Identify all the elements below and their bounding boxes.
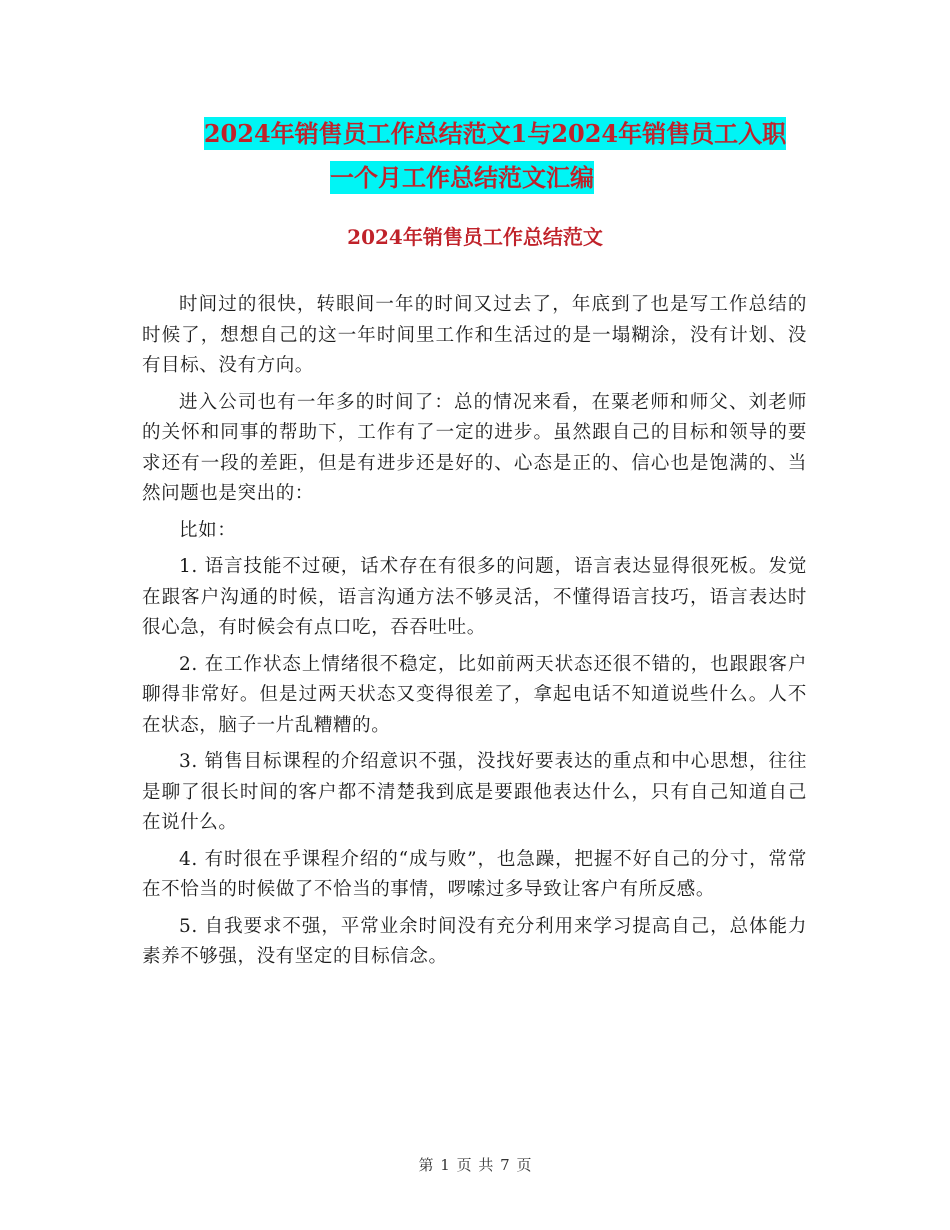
list-item: 4. 有时很在乎课程介绍的“成与败”，也急躁，把握不好自己的分寸，常常在不恰当的时候做了不恰当的事情，啰嗦过多导致让客户有所反感。 <box>142 848 807 900</box>
title-line-1: 2024年销售员工作总结范文1与2024年销售员工入职 <box>203 119 787 148</box>
title-line-2: 一个月工作总结范文汇编 <box>330 163 594 192</box>
paragraph: 进入公司也有一年多的时间了：总的情况来看，在粟老师和师父、刘老师的关怀和同事的帮助下，工作有了一定的进步。虽然跟自己的目标和领导的要求还有一段的差距，但是有进步还是好的、心态是正的、信心也是饱满的、当然问题也是突出的： <box>142 391 807 504</box>
document-title <box>0 112 950 200</box>
list-item: 3. 销售目标课程的介绍意识不强，没找好要表达的重点和中心思想，往往是聊了很长时间的客户都不清楚我到底是要跟他表达什么，只有自己知道自己在说什么。 <box>142 751 807 833</box>
list-item: 1. 语言技能不过硬，话术存在有很多的问题，语言表达显得很死板。发觉在跟客户沟通的时候，语言沟通方法不够灵活，不懂得语言技巧，语言表达时很心急，有时候会有点口吃，吞吞吐吐。 <box>142 556 807 638</box>
list-item: 5. 自我要求不强，平常业余时间没有充分利用来学习提高自己，总体能力素养不够强，没有坚定的目标信念。 <box>142 915 807 967</box>
list-item: 2. 在工作状态上情绪很不稳定，比如前两天状态还很不错的，也跟跟客户聊得非常好。但是过两天状态又变得很差了，拿起电话不知道说些什么。人不在状态，脑子一片乱糟糟的。 <box>142 653 807 736</box>
paragraph: 比如： <box>179 519 237 541</box>
paragraph: 时间过的很快，转眼间一年的时间又过去了，年底到了也是写工作总结的时候了，想想自己的这一年时间里工作和生活过的是一塌糊涂，没有计划、没有目标、没有方向。 <box>142 294 807 376</box>
section-title: 2024年销售员工作总结范文 <box>347 225 603 249</box>
page-footer: 第 1 页 共 7 页 <box>418 1156 532 1174</box>
document-body <box>142 290 807 979</box>
